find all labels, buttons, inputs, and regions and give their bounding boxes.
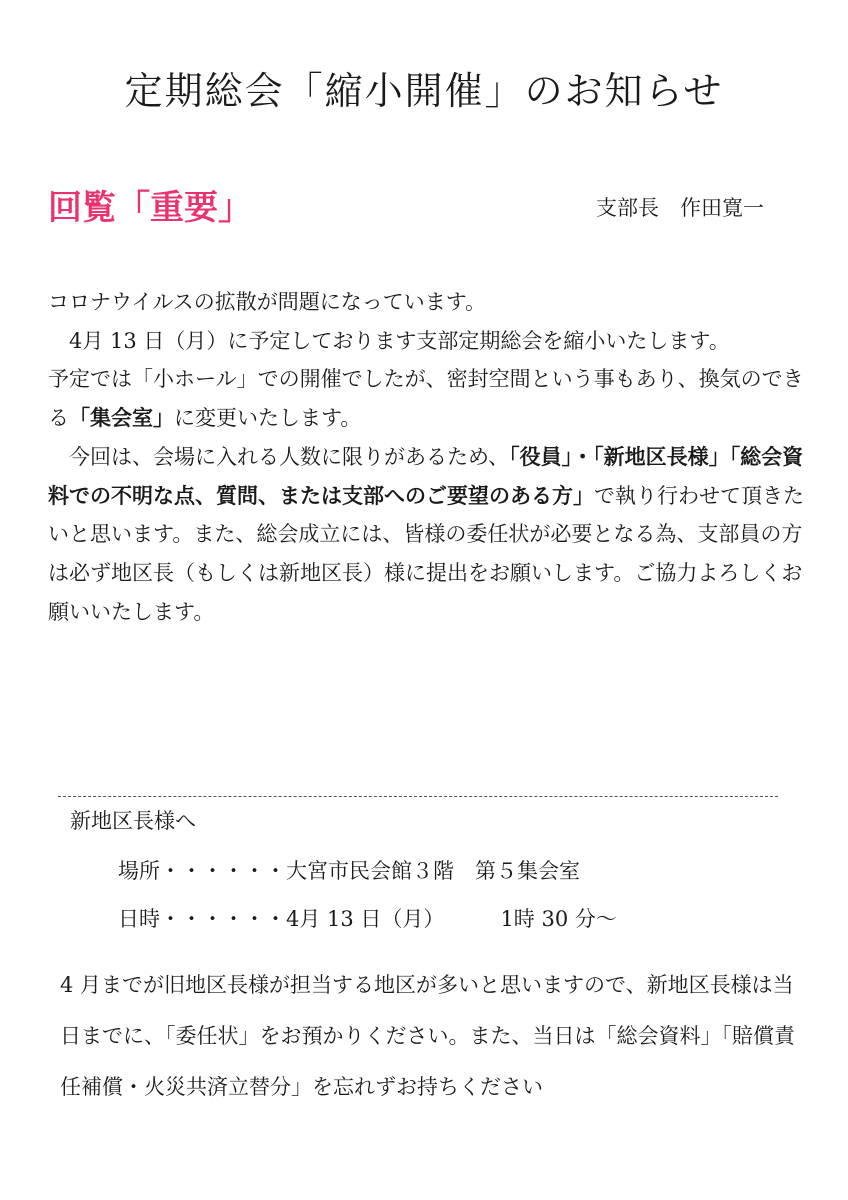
body-paragraph-3-text-a: 予定では「小ホール」での開催でしたが、密封空間という事もあり、換気のできる — [48, 367, 804, 431]
dashed-divider — [58, 796, 778, 797]
body-paragraph-4 — [48, 438, 808, 632]
body-paragraph-3 — [48, 360, 808, 437]
body-paragraph-1: コロナウイルスの拡散が問題になっています。 — [48, 290, 487, 314]
notice-heading: 新地区長様へ — [70, 809, 196, 833]
circular-label: 回覧「重要」 — [48, 188, 252, 228]
notice-datetime — [118, 903, 617, 933]
body-paragraph-3-text-c: に変更いたします。 — [174, 406, 362, 431]
notice-place: 場所・・・・・・大宮市民会館３階 第５集会室 — [118, 859, 580, 883]
notice-body: 4 月までが旧地区長様が担当する地区が多いと思いますので、新地区長様は当日までに、「委任状」をお預かりください。また、当日は「総会資料」「賠償責任補償・火災共済立替分」を忘れずお持ちください — [60, 973, 795, 1099]
main-body — [48, 283, 808, 631]
body-paragraph-4-text-a: 今回は、会場に入れる人数に限りがあるため、 — [48, 444, 510, 469]
body-paragraph-4-text-c: で執り行わせて頂きたいと思います。また、総会成立には、皆様の委任状が必要となる為、支部員の方は必ず地区長（もしくは新地区長）様に提出をお願いします。ご協力よろしくお願いいたします。 — [48, 483, 804, 624]
notice-date: 日時・・・・・・4月 13 日（月） — [118, 907, 445, 931]
body-paragraph-2: 4月 13 日（月）に予定しております支部定期総会を縮小いたします。 — [48, 328, 730, 353]
body-paragraph-4-emphasis: 「役員」・「新地区長様」「総会資料での不明な点、質問、または支部へのご要望のある方」 — [48, 443, 804, 508]
body-paragraph-3-emphasis: 「集会室」 — [69, 405, 174, 431]
author-signature: 支部長 作田寛一 — [596, 196, 764, 220]
notice-time: 1時 30 分～ — [500, 907, 617, 931]
document-title: 定期総会「縮小開催」のお知らせ — [124, 69, 724, 113]
